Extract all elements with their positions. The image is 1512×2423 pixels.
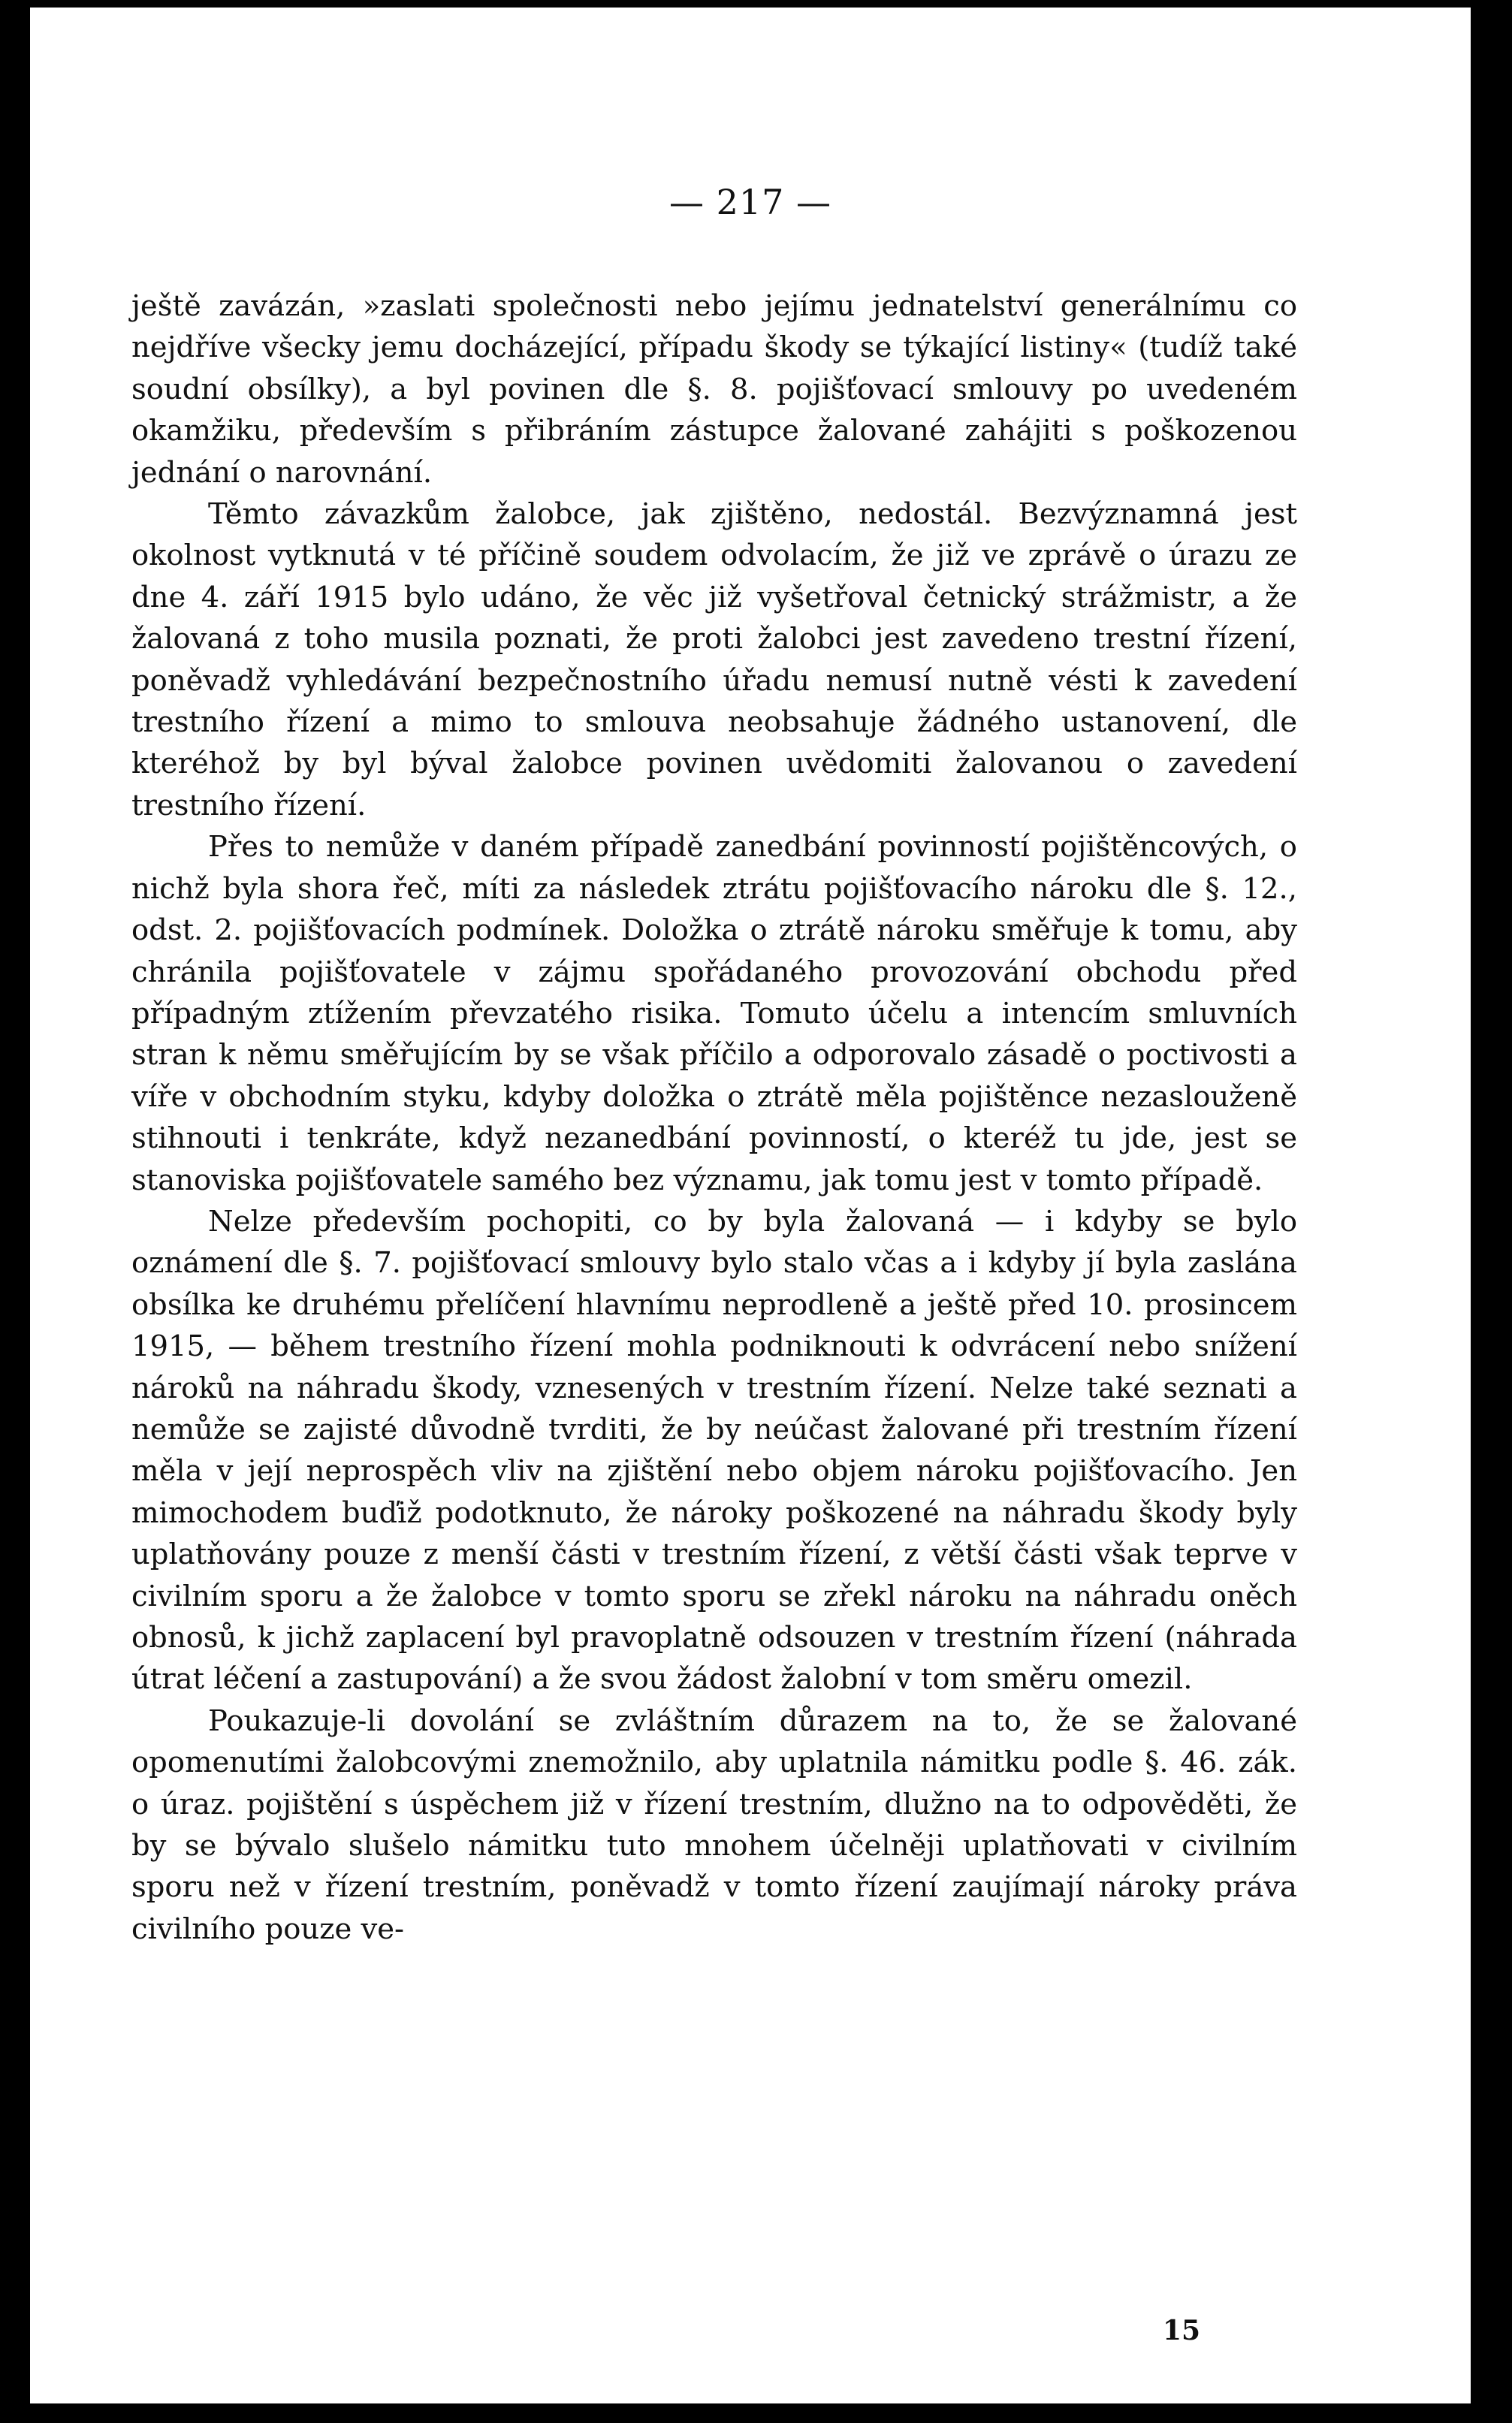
body-text	[131, 285, 1297, 1950]
paragraph: Nelze především pochopiti, co by byla žalovaná — i kdyby se bylo oznámení dle §. 7. pojišťovací smlouvy bylo stalo včas a i kdyby jí byla zaslána obsílka ke druhému přelíčení hlavnímu neprodleně a ještě před 10. prosincem 1915, — během trestního řízení mohla podniknouti k odvrácení nebo snížení nároků na náhradu škody, vznesených v trestním řízení. Nelze také seznati a nemůže se zajisté důvodně tvrditi, že by neúčast žalované při trestním řízení měla v její neprospěch vliv na zjištění nebo objem nároku pojišťovacího. Jen mimochodem buďiž podotknuto, že nároky poškozené na náhradu škody byly uplatňovány pouze z menší části v trestním řízení, z větší části však teprve v civilním sporu a že žalobce v tomto sporu se zřekl nároku na náhradu oněch obnosů, k jichž zaplacení byl pravoplatně odsouzen v trestním řízení (náhrada útrat léčení a zastupování) a že svou žádost žalobní v tom směru omezil.	[131, 1204, 1297, 1697]
page-number: — 217 —	[668, 182, 832, 222]
paragraph: Přes to nemůže v daném případě zanedbání povinností pojištěncových, o nichž byla shora řeč, míti za následek ztrátu pojišťovacího nároku dle §. 12., odst. 2. pojišťovacích podmínek. Doložka o ztrátě nároku směřuje k tomu, aby chránila pojišťovatele v zájmu spořádaného provozování obchodu před případným ztížením převzatého risika. Tomuto účelu a intencím smluvních stran k němu směřujícím by se však příčilo a odporovalo zásadě o poctivosti a víře v obchodním styku, kdyby doložka o ztrátě měla pojištěnce nezaslouženě stihnouti i tenkráte, když nezanedbání povinností, o kteréž tu jde, jest se stanoviska pojišťovatele samého bez významu, jak tomu jest v tomto případě.	[131, 830, 1297, 1197]
paragraph: Poukazuje-li dovolání se zvláštním důrazem na to, že se žalované opomenutími žalobcovými znemožnilo, aby uplatnila námitku podle §. 46. zák. o úraz. pojištění s úspěchem již v řízení trestním, dlužno na to odpověděti, že by se bývalo slušelo námitku tuto mnohem účelněji uplatňovati v civilním sporu než v řízení trestním, poněvadž v tomto řízení zaujímají nároky práva civilního pouze ve-	[131, 1703, 1297, 1946]
paragraph: ještě zavázán, »zaslati společnosti nebo jejímu jednatelství generálnímu co nejdříve všecky jemu docházející, případu škody se týkající listiny« (tudíž také soudní obsílky), a byl povinen dle §. 8. pojišťovací smlouvy po uvedeném okamžiku, především s přibráním zástupce žalované zahájiti s poškozenou jednání o narovnání.	[131, 289, 1297, 490]
paragraph: Těmto závazkům žalobce, jak zjištěno, nedostál. Bezvýznamná jest okolnost vytknutá v té příčině soudem odvolacím, že již ve zprávě o úrazu ze dne 4. září 1915 bylo udáno, že věc již vyšetřoval četnický strážmistr, a že žalovaná z toho musila poznati, že proti žalobci jest zavedeno trestní řízení, poněvadž vyhledávání bezpečnostního úřadu nemusí nutně vésti k zavedení trestního řízení a mimo to smlouva neobsahuje žádného ustanovení, dle kteréhož by byl býval žalobce povinen uvědomiti žalovanou o zavedení trestního řízení.	[131, 497, 1297, 822]
book-page	[30, 8, 1471, 2403]
signature-mark: 15	[1163, 2315, 1201, 2346]
scan-border	[1471, 0, 1512, 2423]
